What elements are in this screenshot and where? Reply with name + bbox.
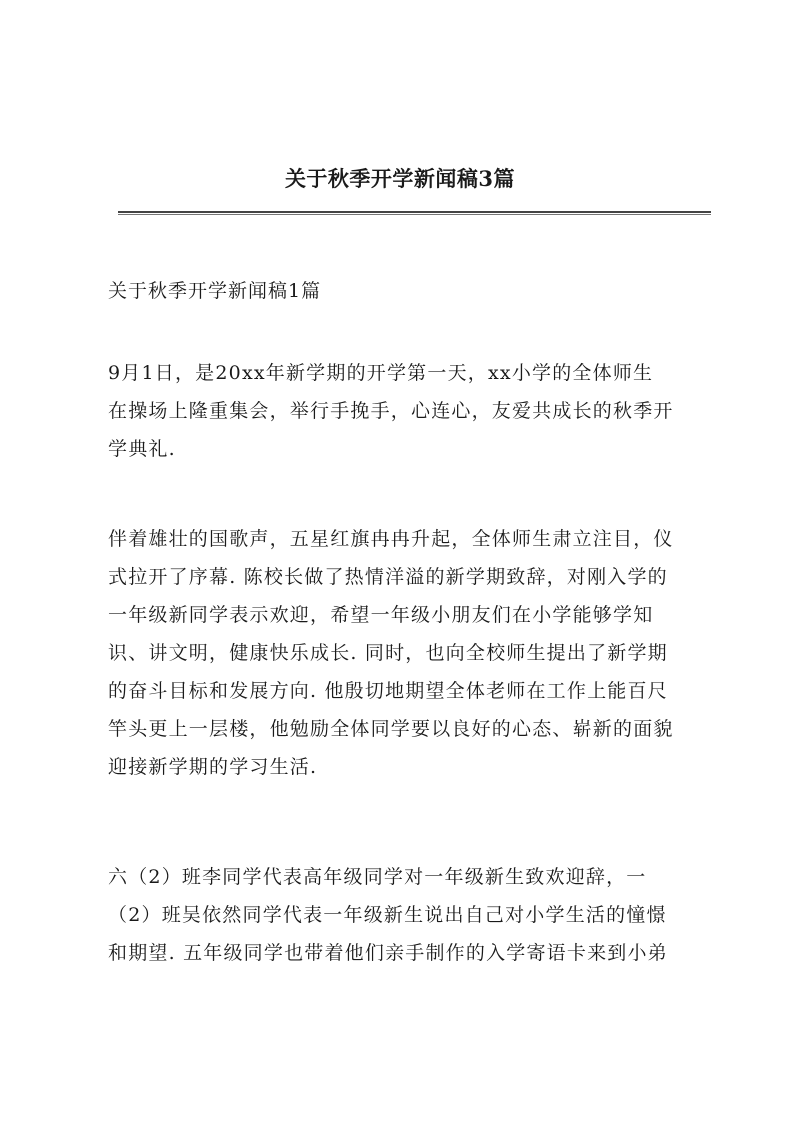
text-line: 的奋斗目标和发展方向. 他殷切地期望全体老师在工作上能百尺: [108, 680, 668, 702]
text-line: 学典礼.: [108, 438, 176, 460]
text-line: 竿头更上一层楼，他勉励全体同学要以良好的心态、崭新的面貌: [108, 718, 674, 740]
text-line: 六（2）班李同学代表高年级同学对一年级新生致欢迎辞，一: [108, 866, 647, 888]
paragraph-3: [108, 858, 708, 972]
text-line: 9月1日，是20xx年新学期的开学第一天，xx小学的全体师生: [108, 362, 654, 384]
text-line: 伴着雄壮的国歌声，五星红旗冉冉升起，全体师生肃立注目，仪: [108, 528, 674, 550]
text-line: 迎接新学期的学习生活.: [108, 756, 318, 778]
text-line: 在操场上隆重集会，举行手挽手，心连心，友爱共成长的秋季开: [108, 400, 674, 422]
document-title: 关于秋季开学新闻稿3篇: [284, 166, 516, 191]
section-heading: 关于秋季开学新闻稿1篇: [108, 280, 322, 302]
text-line: （2）班吴依然同学代表一年级新生说出自己对小学生活的憧憬: [108, 904, 667, 926]
text-line: 识、讲文明，健康快乐成长. 同时，也向全校师生提出了新学期: [108, 642, 668, 664]
text-line: 一年级新同学表示欢迎，希望一年级小朋友们在小学能够学知: [108, 604, 654, 626]
paragraph-1: [108, 354, 708, 468]
text-line: 式拉开了序幕. 陈校长做了热情洋溢的新学期致辞，对刚入学的: [108, 566, 668, 588]
paragraph-2: [108, 520, 708, 786]
title-divider: [118, 211, 711, 215]
text-line: 和期望. 五年级同学也带着他们亲手制作的入学寄语卡来到小弟: [108, 942, 668, 964]
